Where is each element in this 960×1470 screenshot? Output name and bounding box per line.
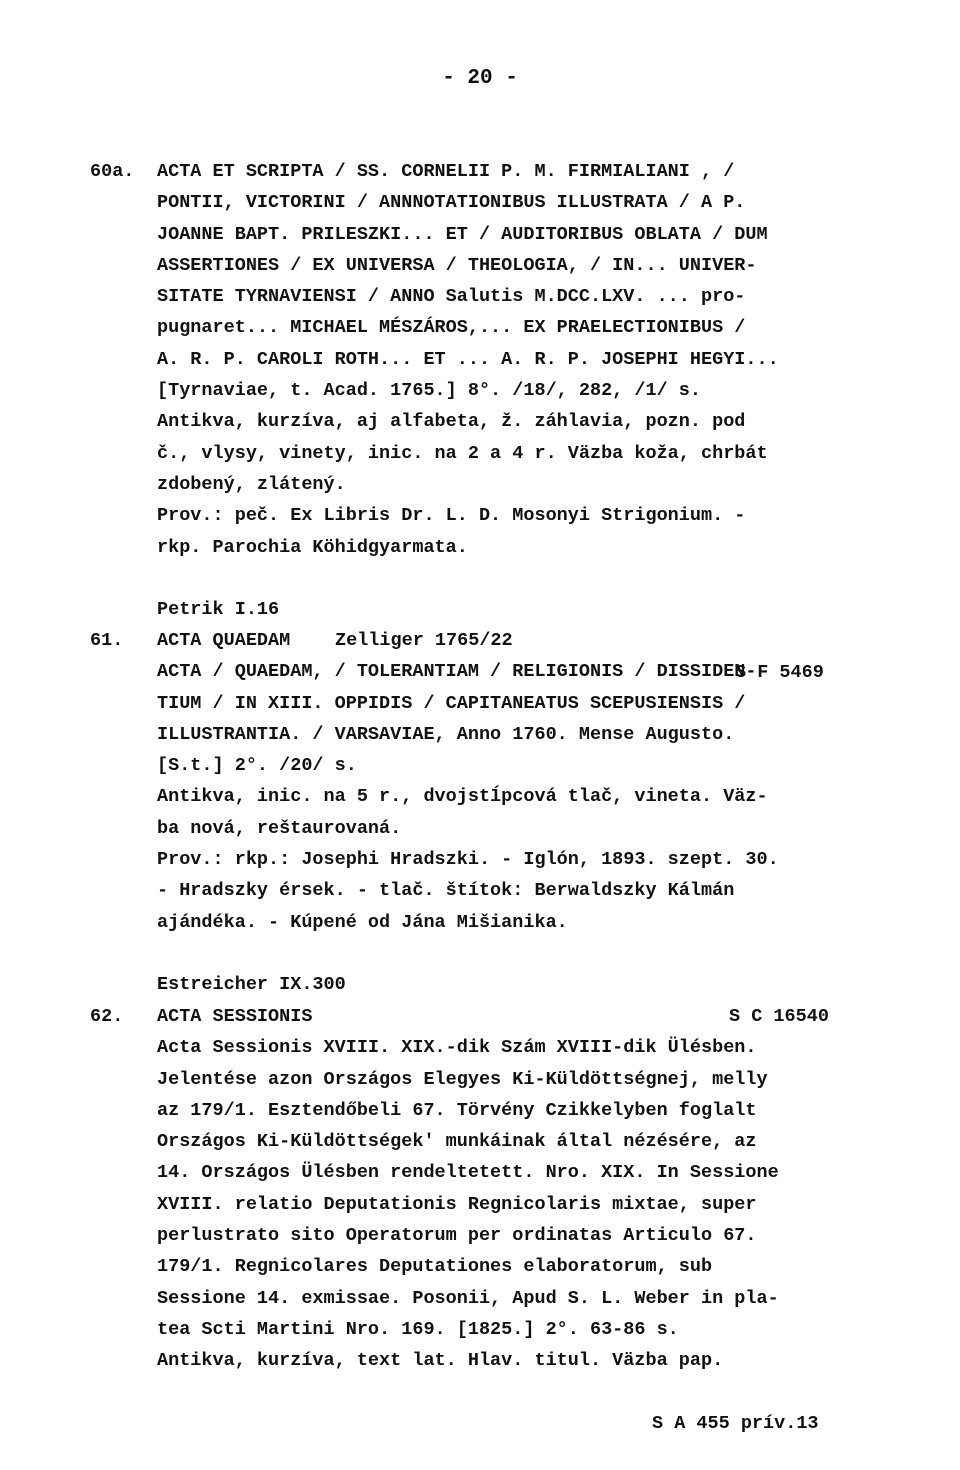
shelf-mark: S C 16540: [729, 1005, 829, 1027]
entry-line: Antikva, inic. na 5 r., dvojstĺpcová tlač, vineta. Väz-: [157, 786, 768, 808]
entry-line: - Hradszky érsek. - tlač. štítok: Berwaldszky Kálmán: [157, 880, 735, 902]
entry-line: ACTA / QUAEDAM, / TOLERANTIAM / RELIGIONIS / DISSIDEN-: [157, 661, 757, 683]
page-number: - 20 -: [442, 67, 518, 90]
entry-line: A. R. P. CAROLI ROTH... ET ... A. R. P. JOSEPHI HEGYI...: [157, 348, 779, 370]
entry-number: 62.: [90, 1006, 124, 1027]
entry-line: Sessione 14. exmissae. Posonii, Apud S. L. Weber in pla-: [157, 1287, 779, 1309]
entry-body: [157, 1001, 877, 1434]
entry-line: XVIII. relatio Deputationis Regnicolaris mixtae, super: [157, 1193, 757, 1215]
entry-line: ILLUSTRANTIA. / VARSAVIAE, Anno 1760. Mense Augusto.: [157, 723, 735, 745]
entry-line: SITATE TYRNAVIENSI / ANNO Salutis M.DCC.LXV. ... pro-: [157, 286, 746, 308]
entry-line: Antikva, kurzíva, aj alfabeta, ž. záhlavia, pozn. pod: [157, 411, 746, 433]
entry-line: 179/1. Regnicolares Deputationes elaboratorum, sub: [157, 1256, 713, 1278]
entry-line: zdobený, zlátený.: [157, 473, 346, 495]
reference-row: [157, 1377, 877, 1434]
entry-line: [Tyrnaviae, t. Acad. 1765.] 8°. /18/, 282, /1/ s.: [157, 380, 701, 402]
entry-line: ASSERTIONES / EX UNIVERSA / THEOLOGIA, / IN... UNIVER-: [157, 254, 757, 276]
shelf-mark: S F 5469: [735, 661, 824, 683]
entry-line: ba nová, reštaurovaná.: [157, 817, 402, 839]
entry-line: pugnaret... MICHAEL MÉSZÁROS,... EX PRAELECTIONIBUS /: [157, 317, 746, 339]
entry-line: Antikva, kurzíva, text lat. Hlav. titul. Väzba pap.: [157, 1350, 724, 1372]
reference-zelliger: Zelliger 1765/22: [335, 630, 513, 652]
entry-line: č., vlysy, vinety, inic. na 2 a 4 r. Väzba koža, chrbát: [157, 442, 768, 464]
entry-line: perlustrato sito Operatorum per ordinatas Articulo 67.: [157, 1225, 757, 1247]
entry-number: 61.: [90, 630, 124, 651]
entry-heading: ACTA SESSIONIS: [157, 1006, 313, 1027]
entry-heading: ACTA QUAEDAM: [157, 630, 291, 651]
entry-line: [S.t.] 2°. /20/ s.: [157, 755, 357, 777]
entry-line: TIUM / IN XIII. OPPIDIS / CAPITANEATUS SCEPUSIENSIS /: [157, 692, 746, 714]
entry-number: 60a.: [90, 161, 135, 182]
entry-line: Prov.: peč. Ex Libris Dr. L. D. Mosonyi Strigonium. -: [157, 505, 746, 527]
entry-line: rkp. Parochia Köhidgyarmata.: [157, 536, 468, 558]
reference-petrik: Petrik I.16: [157, 599, 280, 621]
reference-estreicher: Estreicher IX.300: [157, 974, 346, 996]
shelf-mark: S A 455 prív.13: [652, 1412, 819, 1434]
entry-line: Acta Sessionis XVIII. XIX.-dik Szám XVIII-dik Ülésben.: [157, 1037, 757, 1059]
entry-line: Prov.: rkp.: Josephi Hradszki. - Iglón, 1893. szept. 30.: [157, 849, 779, 871]
entry-line: Jelentése azon Országos Elegyes Ki-Küldöttségnej, melly: [157, 1068, 768, 1090]
entry-line: ajándéka. - Kúpené od Jána Mišianika.: [157, 911, 568, 933]
entry-line: Országos Ki-Küldöttségek' munkáinak által nézésére, az: [157, 1131, 757, 1153]
entry-line: PONTII, VICTORINI / ANNNOTATIONIBUS ILLUSTRATA / A P.: [157, 192, 746, 214]
entry-line: az 179/1. Esztendőbeli 67. Törvény Czikkelyben foglalt: [157, 1099, 757, 1121]
entry-line: JOANNE BAPT. PRILESZKI... ET / AUDITORIBUS OBLATA / DUM: [157, 223, 768, 245]
entry-line: ACTA ET SCRIPTA / SS. CORNELII P. M. FIRMIALIANI , /: [157, 161, 735, 182]
entry-line: tea Scti Martini Nro. 169. [1825.] 2°. 63-86 s.: [157, 1318, 679, 1340]
entry-line: 14. Országos Ülésben rendeltetett. Nro. XIX. In Sessione: [157, 1162, 779, 1184]
